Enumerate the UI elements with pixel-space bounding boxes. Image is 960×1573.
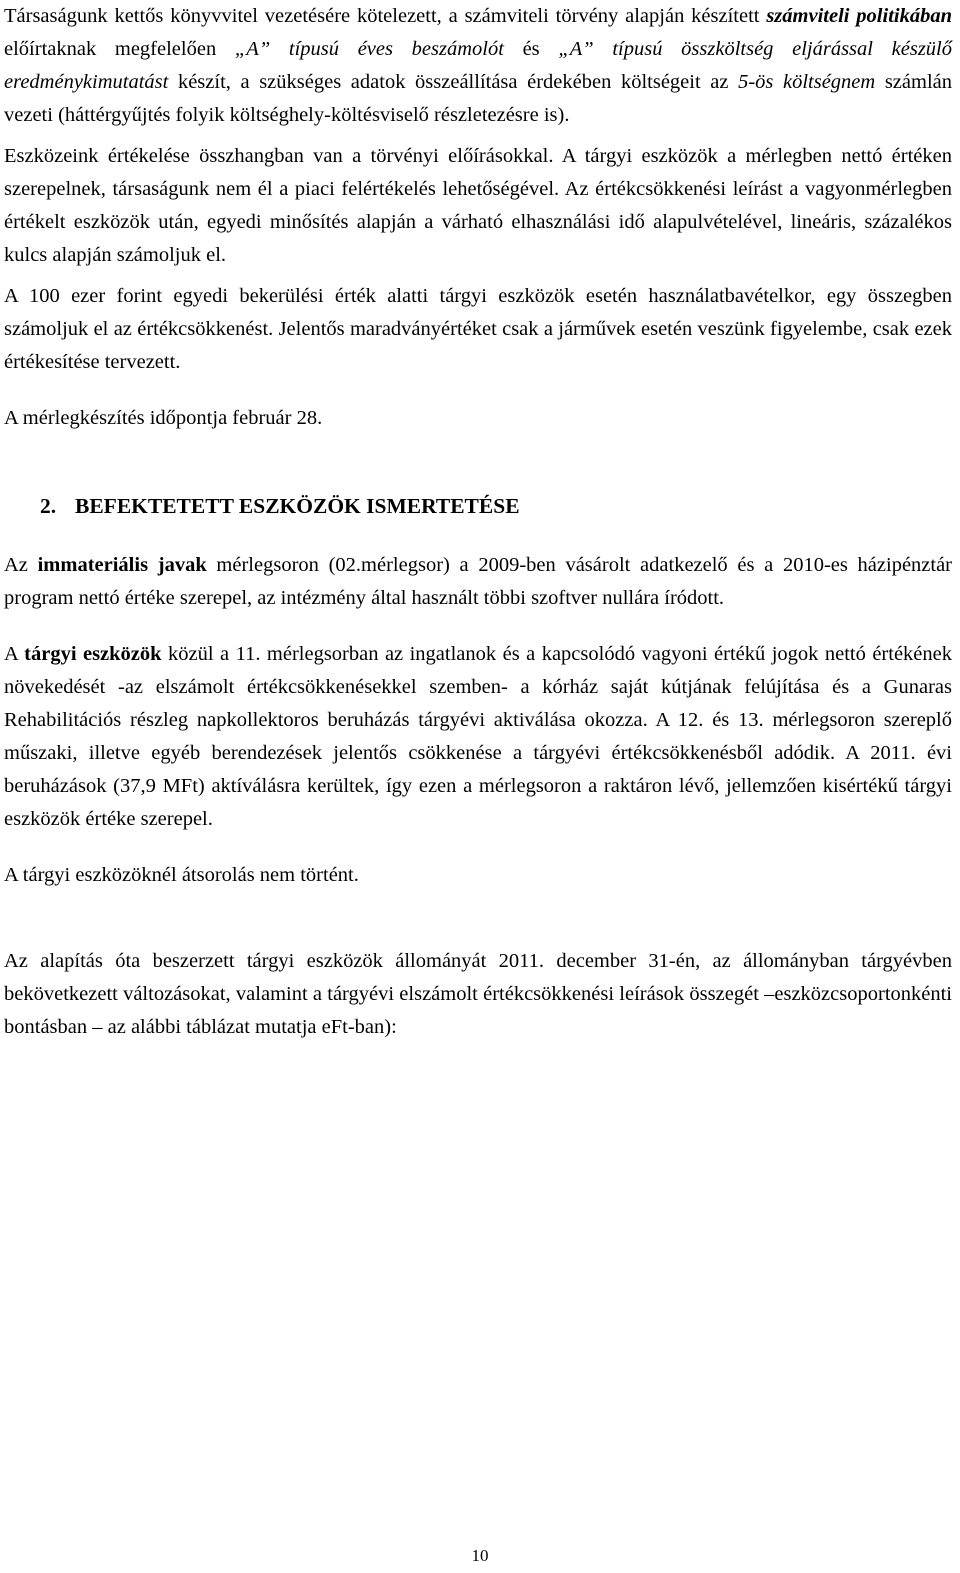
text-run: készít, a szükséges adatok összeállítása érdekében költségeit az (168, 71, 739, 93)
text-run: A (4, 643, 25, 665)
emphasis-cost-type: 5-ös költségnem (738, 71, 876, 93)
section-title: BEFEKTETETT ESZKÖZÖK ISMERTETÉSE (75, 494, 520, 518)
emphasis-report-type: „A” típusú éves beszámolót (234, 38, 504, 60)
paragraph-intangible-assets (4, 549, 952, 615)
section-heading (4, 490, 952, 523)
emphasis-tangible: tárgyi eszközök (24, 643, 162, 665)
section-number: 2. (40, 494, 57, 518)
paragraph-balance-date: A mérlegkészítés időpontja február 28. (4, 407, 323, 429)
paragraph-reclassification: A tárgyi eszközöknél átsorolás nem történt. (4, 864, 359, 886)
text-run: Társaságunk kettős könyvvitel vezetésére kötelezett, a számviteli törvény alapján készített (4, 5, 767, 27)
paragraph-depreciation: A 100 ezer forint egyedi bekerülési érték alatti tárgyi eszközök esetén használatbavételkor, egy összegben számoljuk el az értékcsökkenést. Jelentős maradványértéket csak a járművek esetén veszünk figyelembe, csak ezek értékesítése tervezett. (4, 285, 952, 373)
text-run: és (503, 38, 559, 60)
text-run: Az (4, 554, 38, 576)
emphasis-income-statement: „A” típusú összköltség eljárással készülő eredménykimutatást (4, 38, 952, 93)
text-run: előírtaknak megfelelően (4, 38, 235, 60)
paragraph-table-intro: Az alapítás óta beszerzett tárgyi eszközök állományát 2011. december 31-én, az állományban tárgyévben bekövetkezett változásokat, valamint a tárgyévi elszámolt értékcsökkenési leírások összegét –eszközcsoportonkénti bontásban – az alábbi táblázat mutatja eFt-ban): (4, 950, 952, 1038)
emphasis-accounting-policy: számviteli politikában (766, 5, 952, 27)
page-number: 10 (471, 1546, 489, 1565)
text-run: számlán vezeti (háttérgyűjtés folyik költséghely-költésviselő részletezésre is). (4, 71, 952, 126)
text-run: mérlegsoron (02.mérlegsor) a 2009-ben vásárolt adatkezelő és a 2010-es házipénztár program nettó értéke szerepel, az intézmény által használt többi szoftver nullára íródott. (4, 554, 953, 609)
paragraph-asset-valuation: Eszközeink értékelése összhangban van a törvényi előírásokkal. A tárgyi eszközök a mérlegben nettó értéken szerepelnek, társaságunk nem él a piaci felértékelés lehetőségével. Az értékcsökkenési leírást a vagyonmérlegben értékelt eszközök után, egyedi minősítés alapján a várható elhasználási idő alapulvételével, lineáris, százalékos kulcs alapján számoljuk el. (4, 145, 952, 266)
emphasis-intangible: immateriális javak (37, 554, 207, 576)
paragraph-accounting-policy (4, 0, 952, 132)
paragraph-tangible-assets (4, 638, 952, 836)
text-run: közül a 11. mérlegsorban az ingatlanok és a kapcsolódó vagyoni értékű jogok nettó értékének növekedését -az elszámolt értékcsökkenésekkel szemben- a kórház saját kútjának felújítása és a Gunaras Rehabilitációs részleg napkollektoros beruházás tárgyévi aktiválása okozza. A 12. és 13. mérlegsoron szereplő műszaki, illetve egyéb berendezések jelentős csökkenése a tárgyévi értékcsökkenésből adódik. A 2011. évi beruházások (37,9 MFt) aktíválásra kerültek, így ezen a mérlegsoron a raktáron lévő, jellemzően kisértékű tárgyi eszközök értéke szerepel. (4, 643, 952, 830)
document-page (4, 0, 952, 1044)
